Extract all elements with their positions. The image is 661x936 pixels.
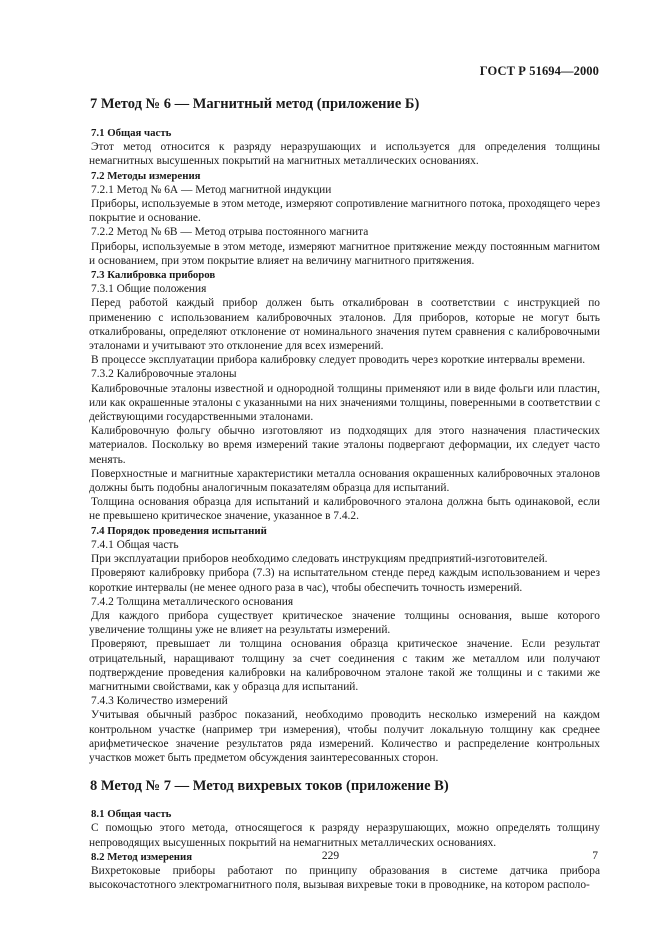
document-body [89, 95, 600, 892]
paragraph: Приборы, используемые в этом методе, измеряют магнитное притяжение между постоянным магнитом и основанием, при этом покрытие влияет на величину магнитного притяжения. [89, 240, 600, 267]
paragraph: Калибровочные эталоны известной и однородной толщины применяют или в виде фольги или пластин, или как окрашенные эталоны с указанными на них значениями толщины, поверенными в соответствии с действующими государственными эталонами. [89, 382, 600, 424]
paragraph: С помощью этого метода, относящегося к разряду неразрушающих, можно определять толщину непроводящих высушенных покрытий на немагнитных металлических основаниях. [89, 822, 600, 849]
paragraph: Перед работой каждый прибор должен быть откалиброван в соответствии с инструкцией по применению с использованием калибровочных эталонов. Для приборов, которые не могут быть откалиброваны, определяют отклонение от номинального значения путем сравнения с калибровочными эталонами и учитывают это отклонение для всех измерений. [89, 297, 600, 353]
paragraph: Проверяют, превышает ли толщина основания образца критическое значение. Если результат отрицательный, наращивают толщину за счет соединения с таким же металлом или получают подтверждение проведения калибровки на калибровочном эталоне такой же толщины и с такими же магнитными свойствами, как у образца для испытаний. [89, 638, 600, 693]
paragraph: Проверяют калибровку прибора (7.3) на испытательном стенде перед каждым использованием и через короткие интервалы (не менее одного раза в час), чтобы обеспечить точность измерений. [89, 567, 600, 594]
paragraph: Для каждого прибора существует критическое значение толщины основания, выше которого увеличение толщины уже не влияет на результаты измерений. [89, 609, 600, 637]
item-7-3-2: 7.3.2 Калибровочные эталоны [91, 368, 237, 381]
paragraph: Этот метод относится к разряду неразрушающих и используется для определения толщины немагнитных высушенных покрытий на магнитных металлических основаниях. [89, 141, 600, 168]
subsection-7-4-title: 7.4 Порядок проведения испытаний [91, 524, 267, 537]
paragraph: При эксплуатации приборов необходимо следовать инструкциям предприятий-изготовителей. [91, 553, 548, 566]
book-page-number: 229 [321, 850, 340, 862]
paragraph: Калибровочную фольгу обычно изготовляют из подходящих для этого назначения пластических материалов. Поскольку во время измерений такие эталоны подвергают деформации, их следует часто менять. [89, 425, 600, 466]
section-8-title: 8 Метод № 7 — Метод вихревых токов (приложение В) [90, 778, 449, 795]
page-number: 7 [592, 850, 598, 862]
paragraph: Толщина основания образца для испытаний и калибровочного эталона должна быть одинаковой, если не превышено критическое значение, указанное в 7.4.2. [89, 496, 600, 523]
subsection-7-3-title: 7.3 Калибровка приборов [91, 269, 216, 282]
item-7-2-2: 7.2.2 Метод № 6В — Метод отрыва постоянного магнита [91, 226, 369, 239]
paragraph: Учитывая обычный разброс показаний, необходимо проводить несколько измерений на каждом контрольном участке (например три измерения), чтобы получит локальную толщину как среднее арифметическое значение результатов ряда измерений. Количество и распределение контрольных участков может быть предметом обсуждения заинтересованных сторон. [89, 709, 600, 764]
item-7-4-1: 7.4.1 Общая часть [91, 538, 179, 551]
standard-number: ГОСТ Р 51694—2000 [479, 64, 599, 78]
item-7-4-2: 7.4.2 Толщина металлического основания [91, 595, 294, 608]
section-7-title: 7 Метод № 6 — Магнитный метод (приложение Б) [90, 96, 420, 112]
item-7-2-1: 7.2.1 Метод № 6А — Метод магнитной индукции [91, 183, 332, 196]
paragraph: Вихретоковые приборы работают по принципу образования в системе датчика прибора высокочастотного электромагнитного поля, вызывая вихревые токи в проводнике, на котором располо- [89, 864, 600, 892]
paragraph: Приборы, используемые в этом методе, измеряют сопротивление магнитного потока, проходящего через покрытие и основание. [89, 198, 600, 225]
subsection-7-2-title: 7.2 Методы измерения [91, 169, 201, 182]
paragraph: Поверхностные и магнитные характеристики металла основания окрашенных калибровочных эталонов должны быть подобны аналогичным показателям образца для испытаний. [89, 467, 600, 495]
paragraph: В процессе эксплуатации прибора калибровку следует проводить через короткие интервалы времени. [91, 354, 586, 367]
subsection-7-1-title: 7.1 Общая часть [91, 127, 172, 139]
subsection-8-1-title: 8.1 Общая часть [91, 808, 172, 821]
item-7-4-3: 7.4.3 Количество измерений [91, 695, 228, 708]
item-7-3-1: 7.3.1 Общие положения [91, 283, 207, 296]
subsection-8-2-title: 8.2 Метод измерения [91, 850, 193, 863]
